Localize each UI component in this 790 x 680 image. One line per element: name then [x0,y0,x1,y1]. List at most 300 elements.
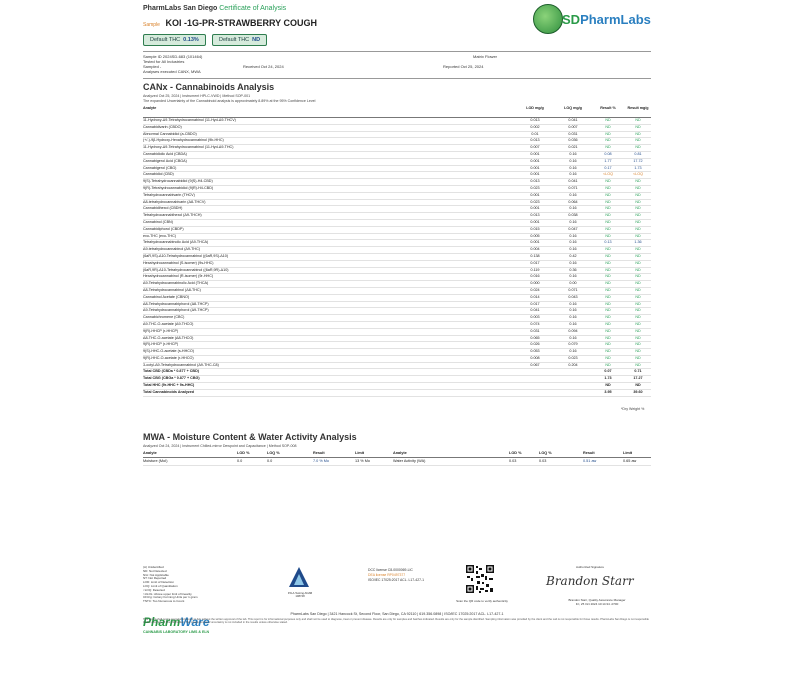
table-cell: 1.73 [634,165,642,170]
table-row [143,356,651,363]
qr-caption: Scan the QR code to verify authenticity [456,599,508,603]
table-cell: 0.16 [569,308,577,313]
table-cell: ND [635,301,641,306]
table-cell: 0.024 [530,287,540,292]
cannabinoid-table [143,106,651,397]
table-row [143,302,651,309]
table-row [143,138,651,145]
table-cell: ND [605,274,611,279]
table-cell: 0.017 [530,301,540,306]
table-cell: Cannabigerol (CBG) [143,165,177,170]
table-cell: 0.71 [634,369,642,374]
table-cell: 0.026 [530,342,540,347]
table-cell: 0.000 [530,281,540,286]
table-cell: LOQ % [267,451,280,455]
table-cell: 9(S)-HHC-O-acetate (s-HHCO) [143,349,195,354]
table-cell: Cannabidiolic Acid (CBDA) [143,151,187,156]
table-cell: ND [605,247,611,252]
table-cell: ND [605,355,611,360]
abbreviation: (A) Unidentified [143,565,164,569]
matrix: Matrix Flower [473,54,498,59]
table-cell: ND [635,274,641,279]
table-cell: ND [605,342,611,347]
table-cell: 0.079 [568,342,578,347]
table-cell: Tetrahydrocannabivarin (THCV) [143,192,195,197]
coa-label: Certificate of Analysis [219,5,287,12]
table-cell: 0.001 [530,165,540,170]
table-cell: ND [605,294,611,299]
table-cell: ND [635,226,641,231]
pharmware-logo: PharmWare [143,615,210,629]
table-cell: 0.014 [530,294,540,299]
table-cell: ND [635,253,641,258]
table-cell: 3.95 [604,389,612,394]
table-cell: Cannabidivarin (CBDO) [143,124,182,129]
table-row [143,227,651,234]
table-cell: ND [605,233,611,238]
verification-qr-code[interactable] [465,564,495,594]
table-cell: 0.16 [569,151,577,156]
table-cell: Abnormal Cannabidiol (a-CBDO) [143,131,197,136]
table-cell: Analyte [143,451,157,455]
table-cell: Hexahydrocannabinol (R-isomer) (9r-HHC) [143,274,214,279]
table-row [143,166,651,173]
dea-license: DEA license RP0497377 [368,573,406,577]
tested-for: Tested for All Industries [143,59,185,64]
table-cell: 0.16 [569,335,577,340]
table-cell: 0.003 [530,315,540,320]
table-cell: 9(S)-Tetrahydrocannabidiol (9(S)-H4-CBD) [143,179,213,184]
table-cell: 0.16 [569,158,577,163]
table-cell: 0.16 [569,192,577,197]
table-cell: 0.023 [530,185,540,190]
table-cell: 0.01 [531,131,539,136]
table-cell: ND [605,124,611,129]
abbreviation: NT: Not Reported [143,576,167,581]
table-row [143,186,651,193]
table-cell: 0.023 [568,355,578,360]
table-cell: Limit [623,451,633,455]
table-cell: 0.16 [569,315,577,320]
signature: Brandon Starr [546,574,634,588]
divider [143,51,651,52]
dry-weight-note: *Dry Weight % [621,407,645,411]
table-cell: ND [605,287,611,292]
table-row [143,152,651,159]
abbreviation: ND: Not Detected [143,568,167,573]
table-cell: 0.094 [568,328,578,333]
analyses-executed: Analyses executed CANX, MWA [143,69,201,74]
table-cell: 0.002 [530,124,540,129]
table-cell: Result [313,451,325,455]
table-cell: Δ9-Tetrahydrocannabiphorol (Δ9-THCP) [143,308,209,313]
table-cell: 17.27 [633,376,643,381]
table-cell: Δ9-Tetrahydrocannabinolic Acid (THCA) [143,281,209,286]
table-cell: Cannabidihexol (CBDH) [143,206,183,211]
dcc-license: DCC license C8-0000069-LIC [368,568,413,572]
table-cell: 0.043 [568,294,578,299]
table-cell: 0.041 [530,308,540,313]
table-cell: 0.053 [530,349,540,354]
table-cell: ND [635,281,641,286]
table-cell: ND [605,185,611,190]
column-header: LOD mg/g [526,106,544,110]
table-cell: 0.031 [568,131,578,136]
table-cell: (6aR,9R)-Δ10-Tetrahydrocannabinol ((6aR,9R)-Δ10) [143,267,229,272]
lab-name: PharmLabs San Diego Certificate of Analysis [143,5,287,12]
table-cell: 0.16 [569,240,577,245]
table-cell: 0.13 [604,240,612,245]
table-cell: ND [605,321,611,326]
table-row [143,206,651,213]
table-cell: 0.16 [569,321,577,326]
table-cell: ND [635,267,641,272]
table-cell: LOQ % [539,451,552,455]
table-cell: Tetrahydrocannabinolic Acid (Δ9-THCA) [143,240,209,245]
table-cell: 1.36 [634,240,642,245]
table-cell: LOD % [509,451,522,455]
table-cell: 0.041 [568,118,578,122]
license-block [368,568,424,583]
table-row [143,220,651,227]
table-cell: 0.071 [568,185,578,190]
table-cell: 1.73 [604,376,612,381]
table-cell: ND [635,362,641,367]
table-row [143,315,651,322]
table-cell: ND [635,349,641,354]
table-cell: ND [635,342,641,347]
table-cell: 0.007 [568,124,578,129]
column-header: LOQ mg/g [564,106,582,110]
table-cell: 0.065 [530,335,540,340]
table-cell: ND [605,206,611,211]
table-cell: ND [635,124,641,129]
table-cell: 0.08 [604,151,612,156]
table-cell: 0.42 [569,253,577,258]
table-cell: ND [635,294,641,299]
table-cell: ND [605,179,611,184]
table-cell: 0.001 [530,151,540,156]
column-header: Result % [600,106,616,110]
table-row [143,240,651,247]
table-cell: 0.013 [530,138,540,143]
table-row [143,274,651,281]
table-cell: 0.008 [530,355,540,360]
sample-id: Sample ID 2024SD-683 (101464) [143,54,203,59]
table-cell: Tetrahydrocannabihexol (Δ9-THCH) [143,213,202,218]
table-row [143,132,651,139]
table-row [143,159,651,166]
table-cell: 0.001 [530,240,540,245]
table-cell: 0.16 [569,206,577,211]
table-cell: 0.001 [530,219,540,224]
table-cell: 0.001 [530,158,540,163]
table-cell: ND [635,260,641,265]
table-cell: 0.001 [530,192,540,197]
sample-title [143,18,317,28]
table-cell: Cannabinol Acetate (CBNO) [143,294,190,299]
table-cell: ND [605,315,611,320]
table-row [143,349,651,356]
abbreviations [143,566,198,604]
table-cell: ND [635,335,641,340]
table-cell: ND [605,260,611,265]
table-cell: Analyte [393,451,407,455]
table-cell: ND [635,247,641,252]
table-cell: 0.204 [568,362,578,367]
table-cell: 9(R)-HHC-O-acetate (r-HHCO) [143,355,194,360]
divider [143,78,651,79]
table-cell: 1.77 [604,158,612,163]
table-cell: 0.16 [569,260,577,265]
table-row [143,295,651,302]
disclaimer: This report shall not be reproduced except in full, without the written approval of the lab. This report is for informational purposes only and shall not be used to diagnose, treat or prevent disease. Results are only for samples and batches indicated. Results are only for the sample identified. Sampling information was provided by the client and the Lab is not responsible for those results. PharmLabs San Diego is not responsible for the accuracy of this information. The measurement of uncertainty is not included in the results unless otherwise stated. [143,618,649,625]
table-cell: ND [605,267,611,272]
table-row [143,268,651,275]
table-cell: ND [635,287,641,292]
table-cell: Cannabigerol Acid (CBGA) [143,158,187,163]
table-row [143,193,651,200]
sdpharmlabs-logo: SDPharmLabs [562,12,651,27]
table-cell: ND [635,213,641,218]
table-cell: 0.013 [530,118,540,122]
table-row [143,308,651,315]
pharmware-tagline: CANNABIS LABORATORY LIMS & ELN [143,630,210,634]
table-cell: 9(R)-HHCP (r-HHCP) [143,328,179,333]
table-cell: ND [605,226,611,231]
table-cell: LOD % [237,451,250,455]
total-row [143,383,651,390]
table-row [143,458,651,466]
table-cell: 0.03 [539,459,547,463]
abbreviation: LOQ: Limit of Quantitation [143,583,178,588]
table-cell: 0.004 [530,247,540,252]
table-cell: 0.064 [568,199,578,204]
table-cell: Water Activity (WA) [393,459,426,463]
table-cell: 0.013 [530,179,540,184]
abbreviation: <LOQ: Detected [143,587,165,592]
received: Received Oct 24, 2024 [243,64,284,69]
table-row [143,125,651,132]
thc-badge-1: Default THC 0.13% [143,34,206,46]
table-cell: ND [605,253,611,258]
table-header [143,450,651,458]
mwa-title: MWA - Moisture Content & Water Activity Analysis [143,432,357,442]
table-cell: ND [635,199,641,204]
table-cell: 0.119 [530,267,540,272]
table-cell: 0.013 [530,213,540,218]
table-row [143,342,651,349]
canx-title: CANx - Cannabinoids Analysis [143,82,275,92]
table-cell: ND [605,145,611,150]
table-cell: ND [605,131,611,136]
table-cell: 0.001 [530,172,540,177]
table-cell: 3-octyl-Δ9-Tetrahydrocannabinol (Δ9-THC-C8) [143,362,219,367]
table-cell: 0.17 [604,165,612,170]
table-row [143,145,651,152]
table-cell: Total CBD (CBDa * 0.877 + CBD) [143,369,199,374]
table-cell: ND [635,138,641,143]
table-cell: Cannabidiphorol (CBDP) [143,226,184,231]
table-cell: <LOQ [603,172,613,177]
table-cell: 0.16 [569,274,577,279]
iso-license: ISO/IEC 17025:2017 ACL. L17-427-1 [368,578,424,582]
table-cell: ND [605,219,611,224]
table-cell: 0.16 [569,172,577,177]
table-cell: Δ9-THC-O-acetate (Δ9-THCO) [143,321,194,326]
table-cell: 0.03 [509,459,517,463]
table-row [143,363,651,370]
reported: Reported Oct 25, 2024 [443,64,484,69]
table-cell: ND [605,281,611,286]
table-cell: ND [605,118,611,122]
table-header [143,106,651,118]
sample-info [143,54,651,74]
table-cell: <LOQ [633,172,643,177]
table-row [143,200,651,207]
table-row [143,261,651,268]
coa-page [124,0,666,680]
table-row [143,172,651,179]
table-cell: 39.60 [633,389,643,394]
table-row [143,118,651,125]
table-cell: ND [605,349,611,354]
table-cell: ND [635,179,641,184]
thc-badge-2: Default THC ND [212,34,267,46]
table-cell: Total HHC (9r-HHC + 9s-HHC) [143,383,195,388]
signatory: Brandon Starr, Quality Assurance Manager Fri, 25 Oct 2024 10:14:34 -0700 [568,598,626,606]
table-cell: 0.81 [634,151,642,156]
table-cell: ND [605,362,611,367]
table-cell: ND [635,145,641,150]
table-cell: (6aR,9S)-Δ10-Tetrahydrocannabinol ((6aR,9S)-Δ10) [143,253,229,258]
table-cell: Cannabinol (CBN) [143,219,173,224]
table-cell: 0.16 [569,165,577,170]
table-cell: ND [605,308,611,313]
table-cell: ND [605,301,611,306]
total-row [143,376,651,383]
table-cell: 9(R)-Tetrahydrocannabidiol (9(R)-H4-CBD) [143,185,214,190]
table-cell: ND [635,315,641,320]
table-row [143,281,651,288]
table-cell: Result [583,451,595,455]
table-cell: 0.015 [530,226,540,231]
table-cell: 0.007 [530,145,540,150]
table-cell: 13 % Mo [355,459,370,463]
sample-prefix: Sample [143,22,160,28]
table-cell: ND [635,118,641,122]
pjla-label: PJLA Testing ANAB 108748 [287,591,313,599]
sampled: Sampled - [143,64,162,69]
table-cell: 0.021 [568,145,578,150]
lab-address: PharmLabs San Diego | 3421 Hancock St, Second Floor, San Diego, CA 92110 | 619.356.0898 | ISO/IEC 17025:2017 ACL. L17-427-1 [290,612,504,616]
total-row [143,369,651,376]
table-cell: 7.0 % Mo [313,459,330,463]
signature-label: Authorized Signature [576,565,605,569]
abbreviation: LOD: Limit of Detection [143,580,175,585]
table-cell: 0.036 [568,138,578,143]
table-cell: 0.16 [569,219,577,224]
table-cell: ND [635,308,641,313]
table-row [143,322,651,329]
abbreviation: TNTC: Too Numerous to Count [143,599,185,604]
table-cell: 0.07 [604,369,612,374]
table-cell: ND [635,185,641,190]
table-cell: Total Cannabinoids Analyzed [143,389,195,394]
table-row [143,329,651,336]
table-cell: 0.017 [530,260,540,265]
table-cell: 0.00 [569,281,577,286]
table-cell: 0.0 [267,459,273,463]
table-cell: 0.031 [530,328,540,333]
table-row [143,336,651,343]
table-cell: 0.51 aw [583,459,597,463]
table-cell: 11-Hydroxy-Δ9-Tetrahydrocannabinol (11-Hyd-Δ9-THCV) [143,118,236,122]
table-cell: 17.72 [633,158,643,163]
table-cell: 0.016 [530,274,540,279]
table-cell: 0.074 [530,321,540,326]
table-cell: 0.16 [569,233,577,238]
table-cell: ND [605,328,611,333]
table-cell: 0.16 [569,301,577,306]
table-cell: Δ8-Tetrahydrocannabiphorol (Δ8-THCP) [143,301,209,306]
table-cell: 11-Hydroxy-Δ9-Tetrahydrocannabinol (11-Hyd-Δ9-THC) [143,145,234,150]
total-row [143,390,651,397]
abbreviation: >ULOL: Above upper limit of linearity [143,591,192,596]
table-cell: ND [635,383,641,388]
table-cell: ND [635,233,641,238]
table-cell: 9(R)-HHCP (r-HHCP) [143,342,179,347]
abbreviation: N/A: Not Applicable [143,572,169,577]
table-cell: ND [605,213,611,218]
canx-uncertainty: The expanded Uncertainty of the Cannabinoid analysis is approximately 8.89% at the 95% Confidence Level [143,99,316,103]
table-cell: exo-THC (exo-THC) [143,233,176,238]
table-cell: Δ8-tetrahydrocannabivarin (Δ8-THCV) [143,199,206,204]
table-row [143,234,651,241]
table-cell: (+/-)-9β-Hydroxy-Hexahydrocannabinol (9b-HHC) [143,138,224,143]
table-cell: 0.041 [568,179,578,184]
abbreviation: CFU/g: Colony Forming Units per 1 gram [143,595,198,600]
table-cell: ND [605,199,611,204]
table-cell: 0.005 [530,233,540,238]
table-cell: 0.023 [530,199,540,204]
table-cell: Total CBG (CBGa * 0.877 + CBG) [143,376,200,381]
table-cell: 0.65 aw [623,459,637,463]
pjla-accreditation-icon [287,565,311,589]
table-cell: ND [635,355,641,360]
canx-subtitle: Analyzed Oct 25, 2024 | Instrument HPLC-VWD | Method SOP-001 [143,94,251,98]
table-cell: ND [635,219,641,224]
table-cell: Cannabichromene (CBC) [143,315,185,320]
table-cell: Δ9-tetrahydrocannabinol (Δ9-THC) [143,247,200,252]
sdpharmlabs-logo-icon [533,4,563,34]
table-cell: ND [605,192,611,197]
table-cell: 0.36 [569,267,577,272]
table-cell: ND [635,131,641,136]
table-cell: Limit [355,451,365,455]
sample-name: KOI -1G-PR-STRAWBERRY COUGH [165,18,317,28]
table-row [143,213,651,220]
table-cell: 0.047 [568,226,578,231]
table-cell: Δ8-THC-O-acetate (Δ8-THCO) [143,335,194,340]
table-cell: 0.067 [530,362,540,367]
table-cell: Moisture (MoI) [143,459,168,463]
table-row [143,288,651,295]
table-row [143,247,651,254]
table-cell: 0.038 [568,213,578,218]
mwa-subtitle: Analyzed Oct 24, 2024 | Instrument Chilled-mirror Dewpoint and Capacitance | Method SOP-008 [143,444,297,448]
table-cell: 0.138 [530,253,540,258]
